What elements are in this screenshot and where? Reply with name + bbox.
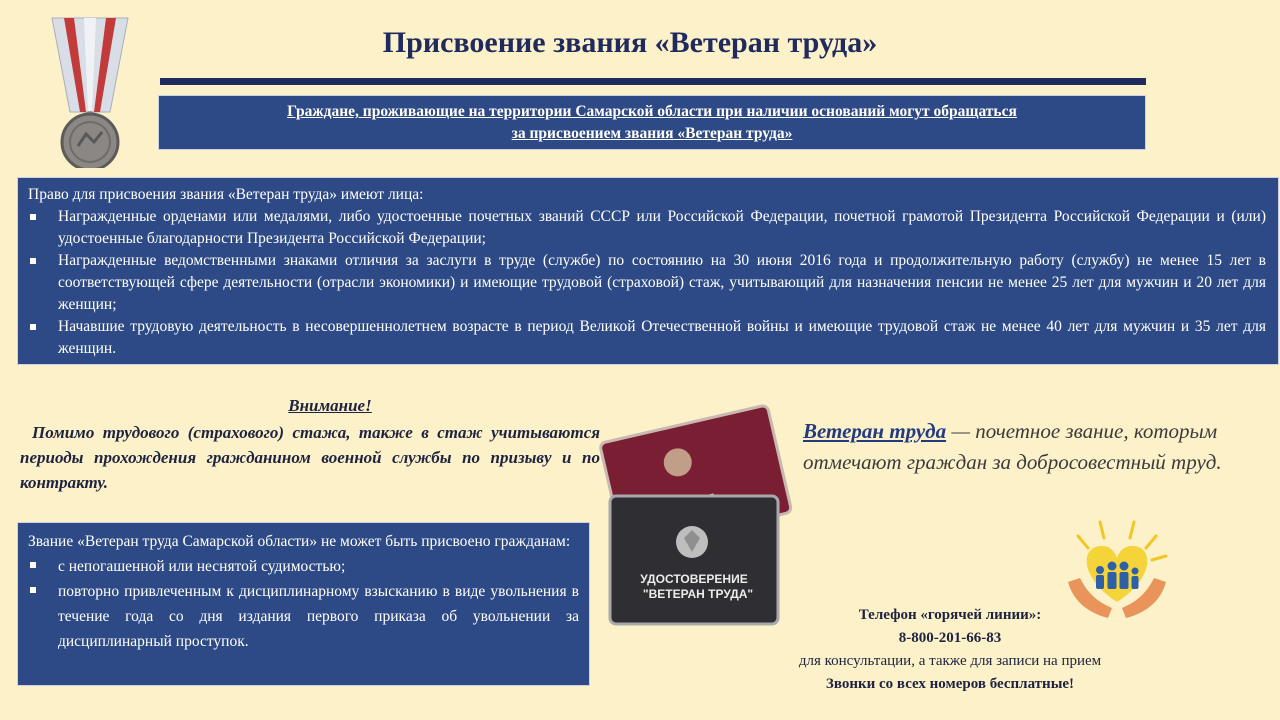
restrictions-panel bbox=[17, 522, 590, 686]
definition-body: — почетное звание, которым отмечают граждан за добросовестный труд. bbox=[803, 419, 1222, 474]
intro-banner bbox=[158, 95, 1146, 150]
hotline-free-note: Звонки со всех номеров бесплатные! bbox=[825, 676, 1075, 692]
eligibility-item: Награжденные ведомственными знаками отличия за заслуги в труде (службе) по состоянию на 30 июня 2016 года и продолжительную работу (службу) не менее 15 лет в соответствующей сфере деятельности (отрасли экономики) и имеющие трудовой (страховой) стаж, учитывающий для назначения пенсии не менее 25 лет для мужчин и 20 лет для женщин; bbox=[28, 250, 1266, 316]
eligibility-panel bbox=[17, 177, 1279, 365]
attention-text: Помимо трудового (страхового) стажа, также в стаж учитываются периоды прохождения гражданином военной службы по призыву и по контракту. bbox=[20, 423, 600, 492]
hotline-phone[interactable]: 8-800-201-66-83 bbox=[898, 630, 1002, 646]
attention-heading: Внимание! bbox=[288, 396, 372, 415]
banner-line-2: за присвоением звания «Ветеран труда» bbox=[511, 125, 793, 142]
restriction-item: с непогашенной или неснятой судимостью; bbox=[28, 554, 579, 579]
restriction-item: повторно привлеченным к дисциплинарному взысканию в виде увольнения в течение года со дня издания первого приказа об увольнении за дисциплинарный проступок. bbox=[28, 579, 579, 654]
eligibility-item: Награжденные орденами или медалями, либо удостоенные почетных званий СССР или Российской Федерации, почетной грамотой Президента Российской Федерации и (или) удостоенные благодарности Президента Российской Федерации; bbox=[28, 206, 1266, 250]
hotline-block bbox=[750, 604, 1150, 696]
page-title: Присвоение звания «Ветеран труда» bbox=[382, 26, 878, 59]
restrictions-intro: Звание «Ветеран труда Самарской области» не может быть присвоено гражданам: bbox=[28, 533, 571, 550]
eligibility-intro: Право для присвоения звания «Ветеран труда» имеют лица: bbox=[28, 186, 424, 203]
eligibility-item: Начавшие трудовую деятельность в несовершеннолетнем возрасте в период Великой Отечественной войны и имеющие трудовой стаж не менее 40 лет для мужчин и 35 лет для женщин. bbox=[28, 316, 1266, 360]
attention-note bbox=[20, 393, 600, 495]
certificate-subtitle: "ВЕТЕРАН ТРУДА" bbox=[642, 587, 754, 601]
certificate-image bbox=[588, 400, 793, 632]
title-divider bbox=[160, 78, 1146, 85]
hotline-label: Телефон «горячей линии»: bbox=[858, 607, 1042, 623]
medal-icon bbox=[44, 12, 136, 168]
definition-term: Ветеран труда bbox=[803, 419, 947, 443]
certificate-title: УДОСТОВЕРЕНИЕ bbox=[640, 572, 748, 586]
hotline-note: для консультации, а также для записи на прием bbox=[798, 653, 1102, 669]
definition-text bbox=[803, 416, 1223, 478]
banner-line-1: Граждане, проживающие на территории Самарской области при наличии оснований могут обращаться bbox=[287, 103, 1017, 120]
